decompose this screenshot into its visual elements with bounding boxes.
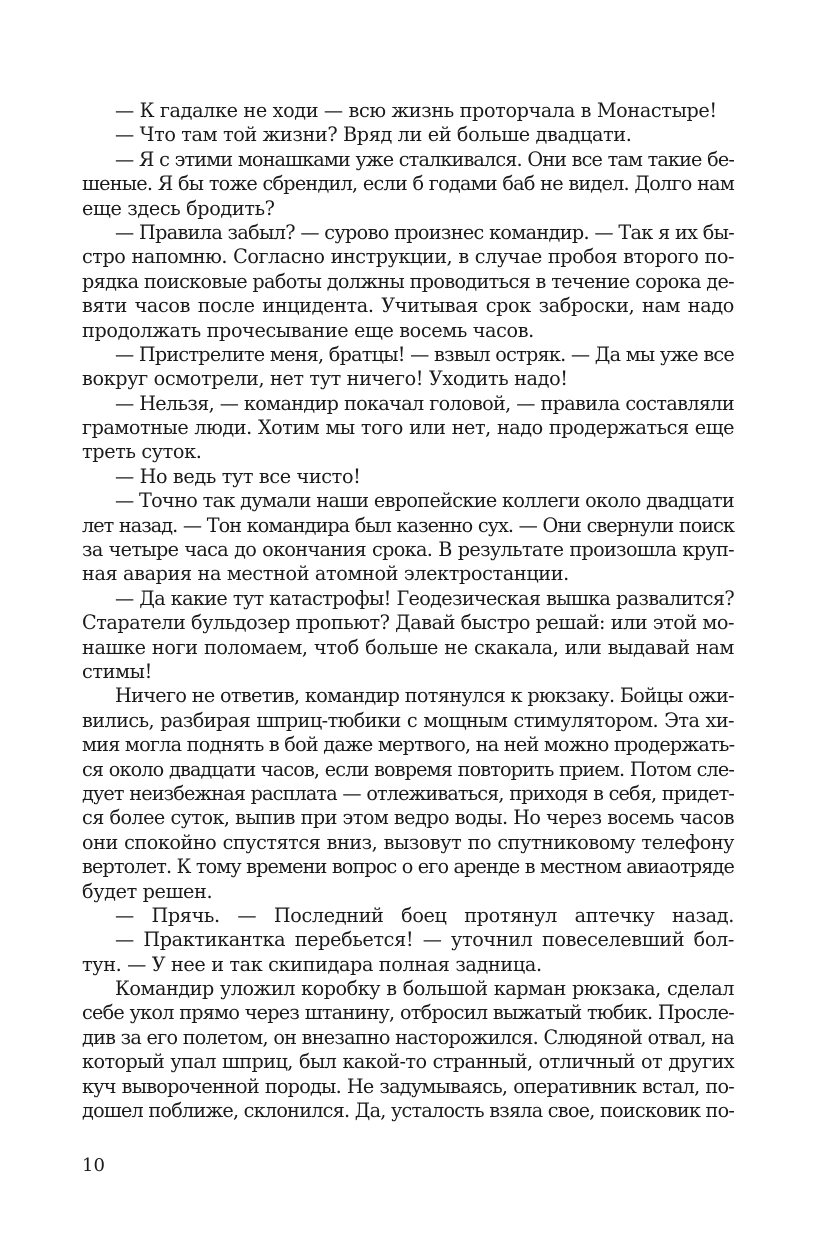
text-line: ная авария на местной атомной электростанции. <box>82 562 569 586</box>
text-line: — Что там той жизни? Вряд ли ей больше двадцати. <box>115 123 632 147</box>
text-line: будет решен. <box>82 879 213 903</box>
text-line: — Я с этими монашками уже сталкивался. Они все там такие бе- <box>115 147 734 171</box>
text-line: ся более суток, выпив при этом ведро воды. Но через восемь часов <box>82 806 734 830</box>
text-line: вокруг осмотрели, нет тут ничего! Уходить надо! <box>82 367 568 391</box>
text-line: вяти часов после инцидента. Учитывая срок заброски, нам надо <box>82 294 734 318</box>
text-line: вились, разбирая шприц-тюбики с мощным стимулятором. Эта хи- <box>82 708 734 732</box>
text-line: дошел поближе, склонился. Да, усталость взяла свое, поисковик по- <box>82 1099 735 1123</box>
text-line: себе укол прямо через штанину, отбросил выжатый тюбик. Просле- <box>82 1001 734 1025</box>
text-line: — Точно так думали наши европейские коллеги около двадцати <box>115 489 734 513</box>
text-line: — Нельзя, — командир покачал головой, — правила составляли <box>115 391 734 415</box>
text-line: вертолет. К тому времени вопрос о его аренде в местном авиаотряде <box>82 855 734 879</box>
text-line: — К гадалке не ходи — всю жизнь проторчала в Монастыре! <box>115 99 717 122</box>
text-line: — Но ведь тут все чисто! <box>115 464 361 488</box>
text-line: Старатели бульдозер пропьют? Давай быстро решай: или этой мо- <box>82 611 734 635</box>
text-line: лет назад. — Тон командира был казенно сух. — Они свернули поиск <box>82 513 734 537</box>
text-line: дует неизбежная расплата — отлеживаться, приходя в себя, придет- <box>82 781 734 805</box>
text-line: куч вывороченной породы. Не задумываясь, оперативник встал, по- <box>82 1074 734 1098</box>
text-line: див за его полетом, он внезапно насторожился. Слюдяной отвал, на <box>82 1025 734 1049</box>
text-line: — Практикантка перебьется! — уточнил повеселевший бол- <box>115 928 734 952</box>
text-line: продолжать прочесывание еще восемь часов. <box>82 318 534 342</box>
text-line: рядка поисковые работы должны проводиться в течение сорока де- <box>82 269 734 293</box>
text-line: Командир уложил коробку в большой карман рюкзака, сделал <box>115 977 734 1001</box>
text-line: тун. — У нее и так скипидара полная задница. <box>82 952 542 976</box>
text-line: который упал шприц, был какой-то странный, отличный от других <box>82 1050 734 1074</box>
text-line: они спокойно спустятся вниз, вызовут по спутниковому телефону <box>82 830 734 854</box>
text-line: — Прячь. — Последний боец протянул аптечку назад. <box>115 903 734 927</box>
text-line: ся около двадцати часов, если вовремя повторить прием. Потом сле- <box>82 757 734 781</box>
text-line: — Правила забыл? — сурово произнес командир. — Так я их бы- <box>115 220 735 244</box>
text-line: треть суток. <box>82 440 202 464</box>
text-line: грамотные люди. Хотим мы того или нет, надо продержаться еще <box>82 416 734 440</box>
text-line: мия могла поднять в бой даже мертвого, на ней можно продержать- <box>82 733 735 757</box>
text-line: за четыре часа до окончания срока. В результате произошла круп- <box>82 538 734 562</box>
text-line: стро напомню. Согласно инструкции, в случае пробоя второго по- <box>82 245 734 269</box>
text-line: стимы! <box>82 659 152 683</box>
text-line: шеные. Я бы тоже сбрендил, если б годами баб не видел. Долго нам <box>82 172 734 196</box>
text-line: нашке ноги поломаем, чтоб больше не скакала, или выдавай нам <box>82 635 734 659</box>
text-line: еще здесь бродить? <box>82 196 275 220</box>
body-text <box>82 99 734 1123</box>
text-line: Ничего не ответив, командир потянулся к рюкзаку. Бойцы ожи- <box>115 684 734 708</box>
text-line: — Да какие тут катастрофы! Геодезическая вышка развалится? <box>115 586 734 610</box>
page-number: 10 <box>82 1155 105 1176</box>
text-line: — Пристрелите меня, братцы! — взвыл остряк. — Да мы уже все <box>115 342 734 366</box>
